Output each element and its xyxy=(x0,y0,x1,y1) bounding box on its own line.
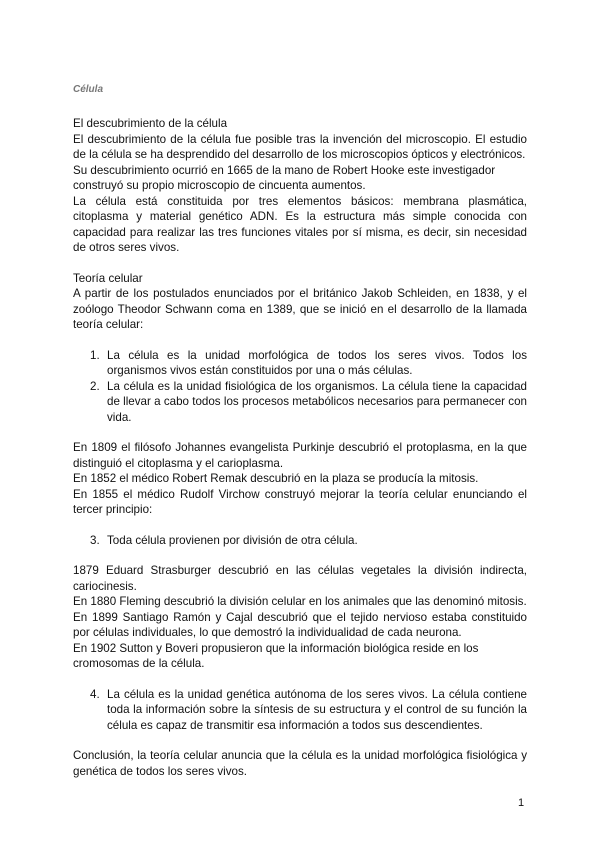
paragraph-history-2b: En 1880 Fleming descubrió la división celular en los animales que las denominó mitosis. xyxy=(73,595,527,608)
postulates-list-3 xyxy=(73,687,527,734)
list-item-number: 3. xyxy=(90,533,100,547)
list-item-text: La célula es la unidad fisiológica de los organismos. La célula tiene la capacidad de llevar a cabo todos los procesos metabólicos necesarios para permanecer con vida. xyxy=(107,379,527,424)
document-body xyxy=(73,116,527,779)
section-heading-discovery: El descubrimiento de la célula xyxy=(73,117,228,130)
list-item xyxy=(73,348,527,379)
paragraph-theory-intro: A partir de los postulados enunciados por el británico Jakob Schleiden, en 1838, y el zoólogo Theodor Schwann coma en 1389, que se inició en el desarrollo de la llamada teoría celular: xyxy=(73,287,527,331)
list-item-text: La célula es la unidad morfológica de todos los seres vivos. Todos los organismos vivos están constituidos por una o más células. xyxy=(107,348,527,377)
list-item xyxy=(73,687,527,734)
paragraph-history-2d: En 1902 Sutton y Boveri propusieron que la información biológica reside en los cromosomas de la célula. xyxy=(73,641,479,670)
paragraph-history-1a: En 1809 el filósofo Johannes evangelista Purkinje descubrió el protoplasma, en la que distinguió el citoplasma y el carioplasma. xyxy=(73,441,527,470)
list-item-text: Toda célula provienen por división de otra célula. xyxy=(107,533,358,547)
list-item-number: 1. xyxy=(90,348,100,362)
paragraph-history-1c: En 1855 el médico Rudolf Virchow construyó mejorar la teoría celular enunciando el tercer principio: xyxy=(73,487,527,516)
document-title: Célula xyxy=(73,84,104,95)
paragraph-history-2c: En 1899 Santiago Ramón y Cajal descubrió que el tejido nervioso estaba constituido por células individuales, lo que demostró la individualidad de cada neurona. xyxy=(73,610,527,639)
paragraph-discovery-1: El descubrimiento de la célula fue posible tras la invención del microscopio. El estudio de la célula se ha desprendido del desarrollo de los microscopios ópticos y electrónicos. xyxy=(73,132,527,161)
list-item-number: 4. xyxy=(90,687,100,701)
postulates-list-2 xyxy=(73,533,527,549)
postulates-list-1 xyxy=(73,348,527,426)
page-number: 1 xyxy=(518,797,525,809)
list-item-number: 2. xyxy=(90,379,100,393)
paragraph-history-2a: 1879 Eduard Strasburger descubrió en las células vegetales la división indirecta, cariocinesis. xyxy=(73,564,527,593)
paragraph-discovery-2: Su descubrimiento ocurrió en 1665 de la mano de Robert Hooke este investigador construyó su propio microscopio de cincuenta aumentos. xyxy=(73,163,496,192)
paragraph-history-1b: En 1852 el médico Robert Remak descubrió en la plaza se producía la mitosis. xyxy=(73,472,479,485)
paragraph-conclusion: Conclusión, la teoría celular anuncia que la célula es la unidad morfológica fisiológica y genética de todos los seres vivos. xyxy=(73,749,527,778)
list-item xyxy=(73,533,527,549)
list-item-text: La célula es la unidad genética autónoma de los seres vivos. La célula contiene toda la información sobre la síntesis de su estructura y el control de su función la célula es capaz de transmitir esa información a todos sus descendientes. xyxy=(107,687,527,732)
paragraph-discovery-3: La célula está constituida por tres elementos básicos: membrana plasmática, citoplasma y material genético ADN. Es la estructura más simple conocida con capacidad para realizar las tres funciones vitales por sí misma, es decir, sin necesidad de otros seres vivos. xyxy=(73,194,527,254)
list-item xyxy=(73,379,527,426)
section-heading-theory: Teoría celular xyxy=(73,271,143,285)
